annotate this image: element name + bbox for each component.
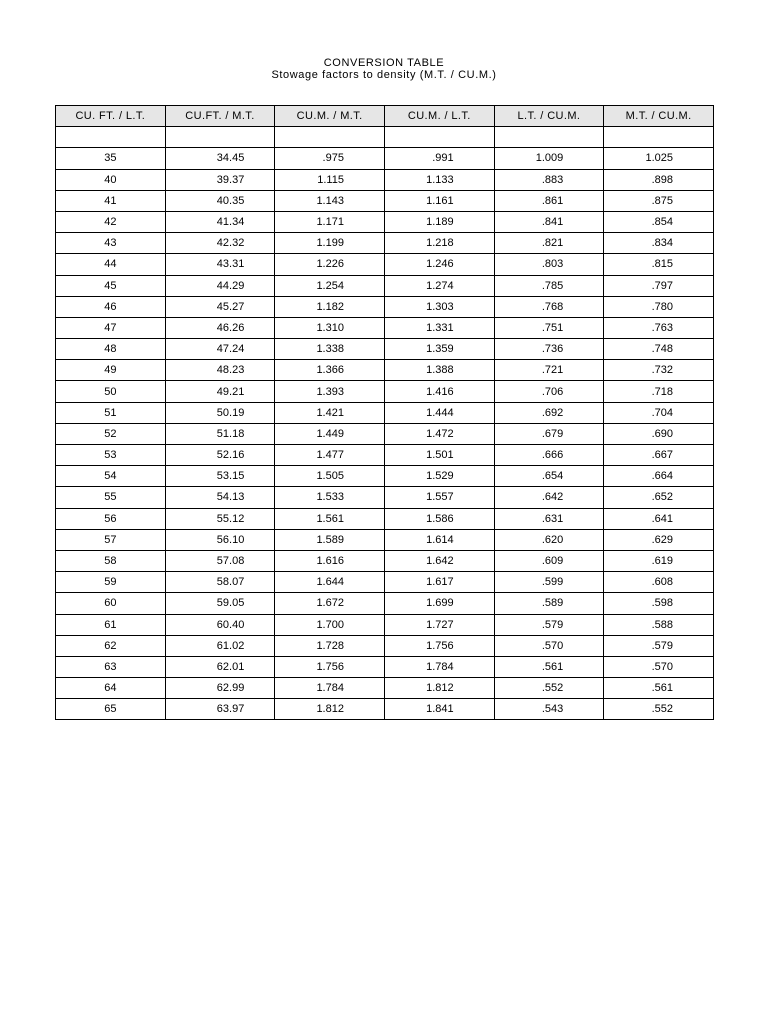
table-cell: 53 [56, 445, 166, 466]
table-cell: .751 [494, 317, 604, 338]
table-cell: 62.01 [165, 656, 275, 677]
table-row [56, 190, 714, 211]
table-cell: .785 [494, 275, 604, 296]
table-cell [384, 127, 494, 148]
table-cell: .609 [494, 550, 604, 571]
table-cell: .652 [604, 487, 714, 508]
table-cell: 1.700 [275, 614, 385, 635]
table-row [56, 466, 714, 487]
table-cell: .690 [604, 423, 714, 444]
table-row [56, 529, 714, 550]
table-cell: 1.421 [275, 402, 385, 423]
table-cell: .654 [494, 466, 604, 487]
table-cell: 40.35 [165, 190, 275, 211]
table-cell: 61 [56, 614, 166, 635]
table-cell: .667 [604, 445, 714, 466]
table-cell: 1.642 [384, 550, 494, 571]
table-cell: 57.08 [165, 550, 275, 571]
table-cell [604, 127, 714, 148]
table-cell: .875 [604, 190, 714, 211]
table-cell: .748 [604, 339, 714, 360]
table-cell: .679 [494, 423, 604, 444]
table-row [56, 169, 714, 190]
conversion-table [55, 105, 714, 720]
table-cell: 1.616 [275, 550, 385, 571]
table-cell: 1.025 [604, 148, 714, 169]
table-cell: .608 [604, 572, 714, 593]
table-cell: 1.189 [384, 211, 494, 232]
table-cell: 1.388 [384, 360, 494, 381]
table-cell: .780 [604, 296, 714, 317]
table-cell: .721 [494, 360, 604, 381]
table-cell: 1.143 [275, 190, 385, 211]
table-cell: 55 [56, 487, 166, 508]
table-cell: 58 [56, 550, 166, 571]
column-header: CU.M. / M.T. [275, 106, 385, 127]
table-cell: 1.274 [384, 275, 494, 296]
table-cell: 40 [56, 169, 166, 190]
table-cell: 61.02 [165, 635, 275, 656]
table-cell: 62.99 [165, 678, 275, 699]
table-cell: 45.27 [165, 296, 275, 317]
table-cell: .579 [494, 614, 604, 635]
table-cell: 1.812 [275, 699, 385, 720]
table-cell: 1.472 [384, 423, 494, 444]
table-cell: 1.359 [384, 339, 494, 360]
table-cell: 1.246 [384, 254, 494, 275]
table-cell: 1.728 [275, 635, 385, 656]
table-cell: 1.561 [275, 508, 385, 529]
table-cell: .666 [494, 445, 604, 466]
table-cell: 46 [56, 296, 166, 317]
table-cell: .629 [604, 529, 714, 550]
table-cell: 42 [56, 211, 166, 232]
table-cell: 47.24 [165, 339, 275, 360]
table-cell: 41.34 [165, 211, 275, 232]
table-cell: 1.226 [275, 254, 385, 275]
table-cell: 1.393 [275, 381, 385, 402]
table-row [56, 233, 714, 254]
table-cell: .763 [604, 317, 714, 338]
table-cell: 1.218 [384, 233, 494, 254]
table-row [56, 381, 714, 402]
table-cell: 1.254 [275, 275, 385, 296]
table-row [56, 211, 714, 232]
table-row [56, 593, 714, 614]
table-row [56, 487, 714, 508]
table-cell: 50 [56, 381, 166, 402]
table-row [56, 656, 714, 677]
table-cell: 34.45 [165, 148, 275, 169]
table-cell: 65 [56, 699, 166, 720]
table-cell: 1.449 [275, 423, 385, 444]
table-cell: 49 [56, 360, 166, 381]
table-cell: .664 [604, 466, 714, 487]
table-cell: 1.133 [384, 169, 494, 190]
table-cell: 54 [56, 466, 166, 487]
table-cell: .588 [604, 614, 714, 635]
table-row [56, 678, 714, 699]
table-cell: 64 [56, 678, 166, 699]
table-row [56, 635, 714, 656]
table-cell: 59 [56, 572, 166, 593]
table-cell: 63.97 [165, 699, 275, 720]
table-row [56, 254, 714, 275]
table-cell: 1.303 [384, 296, 494, 317]
table-row [56, 360, 714, 381]
table-cell: 43 [56, 233, 166, 254]
page-title: CONVERSION TABLE [323, 57, 445, 69]
table-cell: 54.13 [165, 487, 275, 508]
table-row [56, 275, 714, 296]
table-cell: 44.29 [165, 275, 275, 296]
table-cell: .768 [494, 296, 604, 317]
table-cell: .821 [494, 233, 604, 254]
table-cell: 56.10 [165, 529, 275, 550]
table-cell: .570 [494, 635, 604, 656]
table-row [56, 614, 714, 635]
table-cell: .641 [604, 508, 714, 529]
table-cell [56, 127, 166, 148]
table-cell: 42.32 [165, 233, 275, 254]
table-cell: 1.310 [275, 317, 385, 338]
page-subtitle: Stowage factors to density (M.T. / CU.M.) [271, 69, 497, 81]
table-cell: 1.199 [275, 233, 385, 254]
table-header-row [56, 106, 714, 127]
column-header: CU. FT. / L.T. [56, 106, 166, 127]
column-header: M.T. / CU.M. [604, 106, 714, 127]
table-cell: 1.727 [384, 614, 494, 635]
table-cell: 53.15 [165, 466, 275, 487]
table-cell: .598 [604, 593, 714, 614]
table-cell: .815 [604, 254, 714, 275]
table-cell: 1.699 [384, 593, 494, 614]
table-cell: 62 [56, 635, 166, 656]
table-row [56, 317, 714, 338]
table-cell: 43.31 [165, 254, 275, 275]
table-cell: 1.477 [275, 445, 385, 466]
table-cell: 51 [56, 402, 166, 423]
table-cell: 1.505 [275, 466, 385, 487]
table-cell: .642 [494, 487, 604, 508]
table-cell: 1.115 [275, 169, 385, 190]
table-cell: 52 [56, 423, 166, 444]
column-header: L.T. / CU.M. [494, 106, 604, 127]
table-cell: 1.784 [384, 656, 494, 677]
table-row [56, 445, 714, 466]
table-cell [275, 127, 385, 148]
table-cell: 1.416 [384, 381, 494, 402]
table-cell: 1.161 [384, 190, 494, 211]
table-cell: 41 [56, 190, 166, 211]
table-cell: .631 [494, 508, 604, 529]
table-body [56, 127, 714, 720]
table-cell: 60.40 [165, 614, 275, 635]
table-cell: .797 [604, 275, 714, 296]
table-cell: 39.37 [165, 169, 275, 190]
table-cell: .718 [604, 381, 714, 402]
table-row [56, 699, 714, 720]
table-cell: .803 [494, 254, 604, 275]
table-cell: 48.23 [165, 360, 275, 381]
table-cell: 60 [56, 593, 166, 614]
table-cell: 45 [56, 275, 166, 296]
table-cell: .561 [604, 678, 714, 699]
table-cell: 59.05 [165, 593, 275, 614]
table-cell: .854 [604, 211, 714, 232]
table-cell: 56 [56, 508, 166, 529]
table-row [56, 339, 714, 360]
table-cell: .706 [494, 381, 604, 402]
table-cell: .704 [604, 402, 714, 423]
table-cell: .692 [494, 402, 604, 423]
table-cell: .841 [494, 211, 604, 232]
table-cell: .898 [604, 169, 714, 190]
table-cell: .579 [604, 635, 714, 656]
table-cell [165, 127, 275, 148]
table-cell: 1.331 [384, 317, 494, 338]
table-cell: .599 [494, 572, 604, 593]
table-cell: .619 [604, 550, 714, 571]
table-cell: .552 [494, 678, 604, 699]
table-cell: .736 [494, 339, 604, 360]
table-cell: .570 [604, 656, 714, 677]
table-row [56, 402, 714, 423]
table-cell: 1.756 [384, 635, 494, 656]
table-cell: 46.26 [165, 317, 275, 338]
table-cell: 1.644 [275, 572, 385, 593]
table-cell: 35 [56, 148, 166, 169]
table-cell: 1.812 [384, 678, 494, 699]
table-cell: 49.21 [165, 381, 275, 402]
table-cell: 1.009 [494, 148, 604, 169]
table-row [56, 572, 714, 593]
table-cell: .732 [604, 360, 714, 381]
table-cell: .552 [604, 699, 714, 720]
table-cell: 1.501 [384, 445, 494, 466]
table-cell: .975 [275, 148, 385, 169]
table-cell: 58.07 [165, 572, 275, 593]
table-cell: .561 [494, 656, 604, 677]
table-cell: 1.617 [384, 572, 494, 593]
table-cell: 1.529 [384, 466, 494, 487]
table-cell: 1.589 [275, 529, 385, 550]
table-cell: .991 [384, 148, 494, 169]
table-cell: 1.557 [384, 487, 494, 508]
table-cell [494, 127, 604, 148]
table-row [56, 550, 714, 571]
table-cell: 1.171 [275, 211, 385, 232]
table-cell: 44 [56, 254, 166, 275]
column-header: CU.FT. / M.T. [165, 106, 275, 127]
table-cell: 1.784 [275, 678, 385, 699]
column-header: CU.M. / L.T. [384, 106, 494, 127]
table-cell: 1.672 [275, 593, 385, 614]
table-cell: 50.19 [165, 402, 275, 423]
table-cell: .834 [604, 233, 714, 254]
table-row [56, 508, 714, 529]
table-cell: 1.366 [275, 360, 385, 381]
table-cell: 1.756 [275, 656, 385, 677]
table-cell: .883 [494, 169, 604, 190]
table-cell: 1.586 [384, 508, 494, 529]
table-row [56, 423, 714, 444]
table-cell: .543 [494, 699, 604, 720]
table-cell: 51.18 [165, 423, 275, 444]
table-cell: 63 [56, 656, 166, 677]
table-cell: 1.444 [384, 402, 494, 423]
table-cell: 57 [56, 529, 166, 550]
table-cell: 47 [56, 317, 166, 338]
table-cell: 55.12 [165, 508, 275, 529]
table-cell: 1.841 [384, 699, 494, 720]
table-cell: .620 [494, 529, 604, 550]
table-cell: 52.16 [165, 445, 275, 466]
table-cell: 1.614 [384, 529, 494, 550]
table-cell: 1.182 [275, 296, 385, 317]
table-spacer-row [56, 127, 714, 148]
table-cell: .589 [494, 593, 604, 614]
table-row [56, 296, 714, 317]
table-row [56, 148, 714, 169]
table-cell: 1.338 [275, 339, 385, 360]
table-cell: .861 [494, 190, 604, 211]
table-cell: 1.533 [275, 487, 385, 508]
table-cell: 48 [56, 339, 166, 360]
